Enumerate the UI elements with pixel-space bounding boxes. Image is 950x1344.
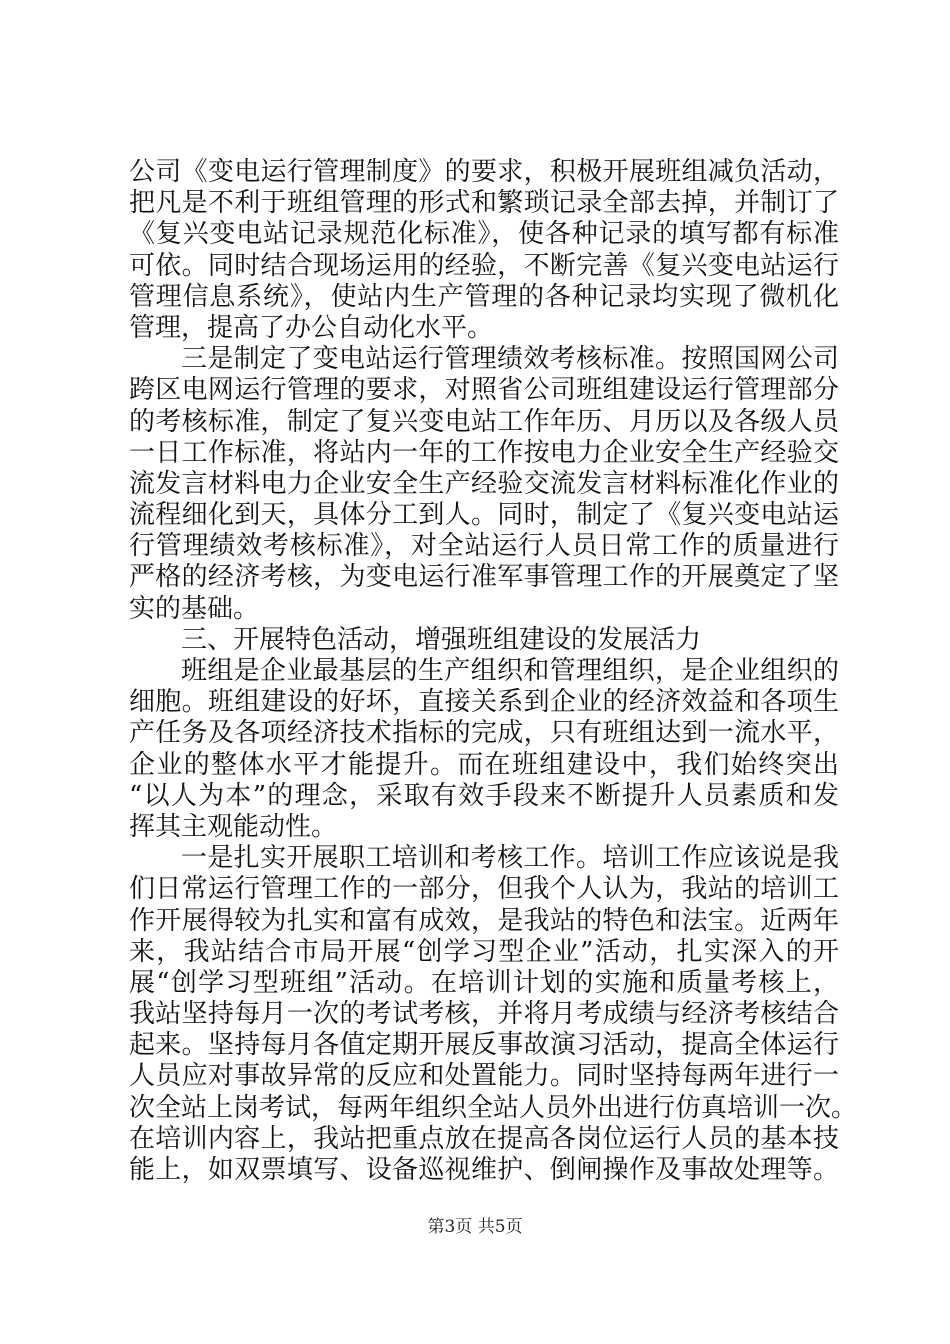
text-line: 企业的整体水平才能提升。而在班组建设中，我们始终突出 — [129, 749, 839, 780]
text-line: 来，我站结合市局开展“创学习型企业”活动，扎实深入的开 — [129, 936, 839, 967]
text-line: 行管理绩效考核标准》，对全站运行人员日常工作的质量进行 — [129, 531, 839, 562]
paragraph-start-line: 一是扎实开展职工培训和考核工作。培训工作应该说是我 — [181, 843, 839, 874]
section-heading: 三、开展特色活动，增强班组建设的发展活力 — [181, 624, 702, 655]
text-line: 一日工作标准，将站内一年的工作按电力企业安全生产经验交 — [129, 437, 839, 468]
text-line: 们日常运行管理工作的一部分，但我个人认为，我站的培训工 — [129, 874, 839, 905]
text-line: 起来。坚持每月各值定期开展反事故演习活动，提高全体运行 — [129, 1030, 839, 1061]
text-line: 次全站上岗考试，每两年组织全站人员外出进行仿真培训一次。 — [129, 1092, 858, 1123]
text-line: 把凡是不利于班组管理的形式和繁琐记录全部去掉，并制订了 — [129, 188, 839, 219]
text-line: 展“创学习型班组”活动。在培训计划的实施和质量考核上， — [129, 967, 839, 998]
text-line: 《复兴变电站记录规范化标准》，使各种记录的填写都有标准 — [129, 219, 839, 250]
text-line: 跨区电网运行管理的要求，对照省公司班组建设运行管理部分 — [129, 375, 839, 406]
text-line: 实的基础。 — [129, 593, 260, 624]
text-line: 流程细化到天，具体分工到人。同时，制定了《复兴变电站运 — [129, 500, 839, 531]
page-number: 第3页 共5页 — [427, 1217, 523, 1237]
text-line: 可依。同时结合现场运用的经验，不断完善《复兴变电站运行 — [129, 250, 839, 281]
text-line: 人员应对事故异常的反应和处置能力。同时坚持每两年进行一 — [129, 1061, 839, 1092]
text-line: 的考核标准，制定了复兴变电站工作年历、月历以及各级人员 — [129, 406, 839, 437]
text-line: 在培训内容上，我站把重点放在提高各岗位运行人员的基本技 — [129, 1123, 839, 1154]
text-line: 产任务及各项经济技术指标的完成，只有班组达到一流水平， — [129, 718, 839, 749]
text-line: 流发言材料电力企业安全生产经验交流发言材料标准化作业的 — [129, 468, 839, 499]
text-line: 管理信息系统》，使站内生产管理的各种记录均实现了微机化 — [129, 281, 839, 312]
page-footer — [0, 1216, 950, 1238]
text-line: 公司《变电运行管理制度》的要求，积极开展班组减负活动， — [129, 157, 839, 187]
text-line: “以人为本”的理念，采取有效手段来不断提升人员素质和发 — [129, 780, 839, 811]
text-line: 我站坚持每月一次的考试考核，并将月考成绩与经济考核结合 — [129, 999, 839, 1030]
document-body — [129, 157, 858, 1186]
paragraph-start-line: 三是制定了变电站运行管理绩效考核标准。按照国网公司 — [181, 344, 839, 375]
text-line: 能上，如双票填写、设备巡视维护、倒闸操作及事故处理等。 — [129, 1155, 839, 1185]
text-line: 严格的经济考核，为变电运行准军事管理工作的开展奠定了坚 — [129, 562, 839, 593]
text-line: 挥其主观能动性。 — [129, 811, 338, 842]
paragraph-start-line: 班组是企业最基层的生产组织和管理组织，是企业组织的 — [181, 656, 839, 686]
text-line: 作开展得较为扎实和富有成效，是我站的特色和法宝。近两年 — [129, 905, 839, 936]
text-line: 细胞。班组建设的好坏，直接关系到企业的经济效益和各项生 — [129, 687, 839, 718]
text-line: 管理，提高了办公自动化水平。 — [129, 312, 494, 343]
